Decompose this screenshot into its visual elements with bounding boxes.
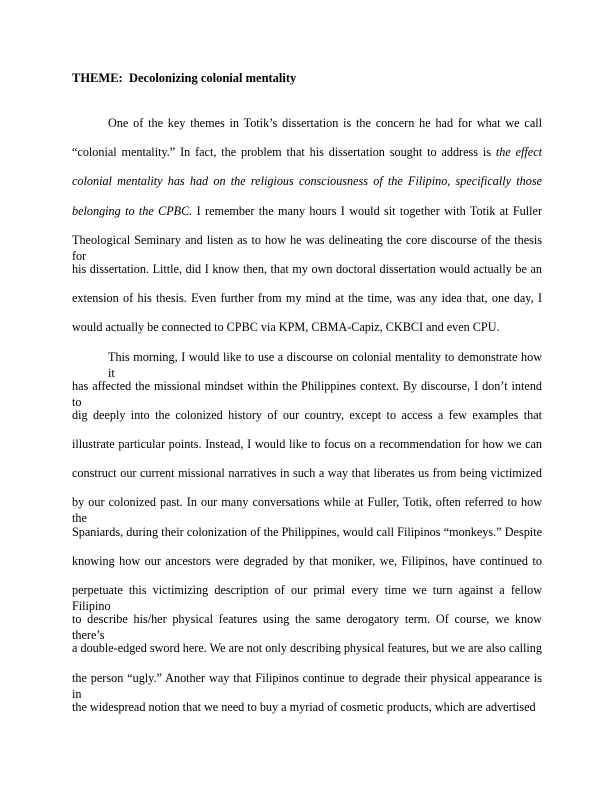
text-line [72,494,542,526]
text-run: Theological Seminary and listen as to how he was delineating the core discourse of the thesis for [72,232,542,263]
text-line [72,553,542,582]
text-line [72,144,542,173]
text-line [72,699,542,728]
text-run: illustrate particular points. Instead, I would like to focus on a recommendation for how we can [72,437,542,452]
text-run: the person “ugly.” Another way that Filipinos continue to degrade their physical appearance is in [72,670,542,701]
text-run: has affected the missional mindset within the Philippines context. By discourse, I don’t intend to [72,378,542,409]
text-line [72,349,542,378]
paragraph [72,115,542,349]
text-run: “colonial mentality.” In fact, the problem that his dissertation sought to address is [72,145,496,160]
text-line [72,582,542,611]
paragraph [72,349,542,728]
text-line [72,378,542,407]
text-line [72,203,542,232]
text-run: a double-edged sword here. We are not only describing physical features, but we are also calling [72,641,542,656]
text-run: would actually be connected to CPBC via KPM, CBMA-Capiz, CKBCI and even CPU. [72,320,500,335]
text-run: I remember the many hours I would sit together with Totik at Fuller [192,203,543,218]
text-line [72,465,542,494]
text-run: his dissertation. Little, did I know then, that my own doctoral dissertation would actually be an [72,261,542,276]
document-body [72,115,542,728]
text-line [72,611,542,643]
text-run: construct our current missional narratives in such a way that liberates us from being victimized [72,466,542,481]
text-run: to describe his/her physical features using the same derogatory term. Of course, we know there’s [72,612,542,643]
text-run: This morning, I would like to use a discourse on colonial mentality to demonstrate how it [108,349,542,380]
text-line [72,261,542,290]
text-line [72,319,542,348]
text-line [72,670,542,699]
text-line [72,173,542,202]
italic-text: colonial mentality has had on the religious consciousness of the Filipino, specifically those [72,174,542,189]
text-line [72,232,542,261]
text-line [72,290,542,319]
document-title: THEME: Decolonizing colonial mentality [72,71,297,85]
text-run: knowing how our ancestors were degraded by that moniker, we, Filipinos, have continued to [72,553,542,568]
text-line [72,115,542,144]
text-run: extension of his thesis. Even further from my mind at the time, was any idea that, one day, I [72,291,542,306]
italic-text: belonging to the CPBC. [72,203,193,218]
text-run: One of the key themes in Totik’s dissertation is the concern he had for what we call [108,116,542,130]
text-run: dig deeply into the colonized history of our country, except to access a few examples that [72,407,542,422]
italic-text: the effect [495,145,542,160]
text-line [72,524,542,553]
text-line [72,407,542,436]
text-run: by our colonized past. In our many conversations while at Fuller, Totik, often referred to how the [72,495,542,526]
text-run: the widespread notion that we need to buy a myriad of cosmetic products, which are advertised [72,699,536,714]
text-run: Spaniards, during their colonization of the Philippines, would call Filipinos “monkeys.” Despite [72,524,542,539]
text-run: perpetuate this victimizing description of our primal every time we turn against a fellow Filipino [72,583,542,613]
text-line [72,640,542,669]
text-line [72,436,542,465]
